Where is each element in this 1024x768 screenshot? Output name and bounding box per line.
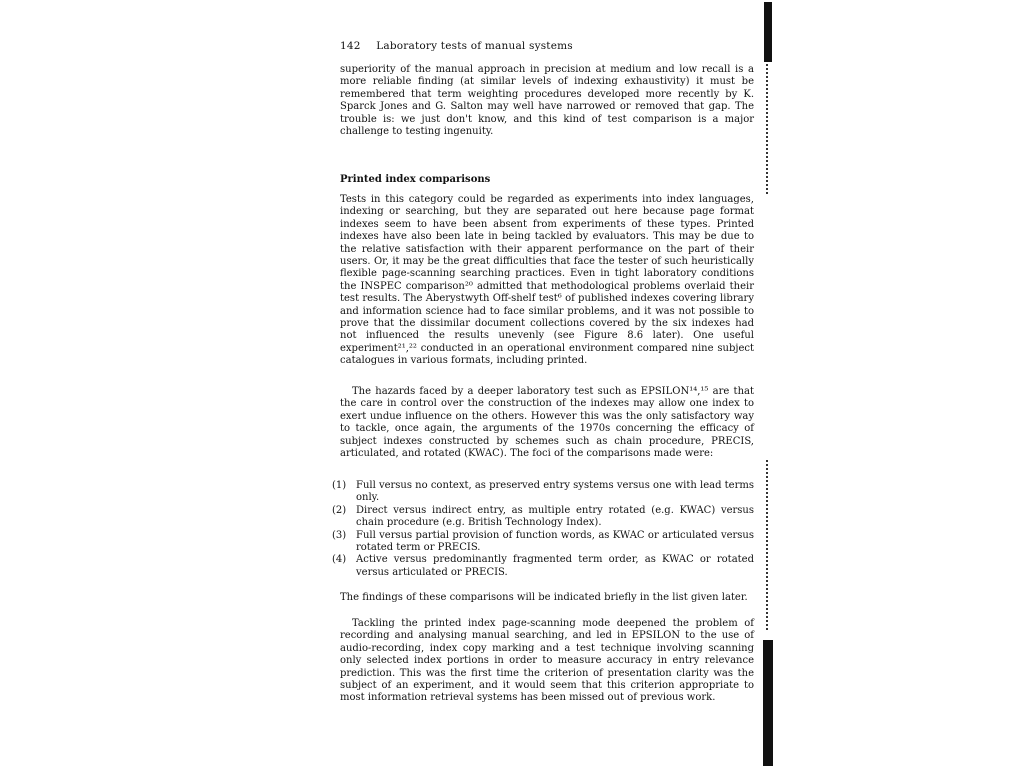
page-number: 142 <box>340 40 361 52</box>
paragraph-1: superiority of the manual approach in precision at medium and low recall is a more reliable finding (at similar levels of indexing exhaustivity) it must be remembered that term weighting procedures developed more recently by K. Sparck Jones and G. Salton may well have narrowed or removed that gap. The trouble is: we just don't know, and this kind of test comparison is a major challenge to testing ingenuity. <box>340 64 754 138</box>
list-item <box>332 554 754 579</box>
scan-edge-speckle <box>766 64 772 194</box>
scan-edge-speckle <box>766 460 772 630</box>
list-text: Full versus no context, as preserved entry systems versus one with lead terms only. <box>356 480 754 504</box>
running-title: Laboratory tests of manual systems <box>376 40 573 52</box>
list-marker: (3) <box>332 529 347 541</box>
list-text: Direct versus indirect entry, as multiple entry rotated (e.g. KWAC) versus chain procedure (e.g. British Technology Index). <box>356 504 754 529</box>
list-item <box>332 530 754 555</box>
list-text: Full versus partial provision of function words, as KWAC or articulated versus rotated term or PRECIS. <box>356 529 754 554</box>
paragraph-2: Tests in this category could be regarded as experiments into index languages, indexing or searching, but they are separated out here because page format indexes seem to have been absent from experiments of these types. Printed indexes have also been late in being tackled by evaluators. This may be due to the relative satisfaction with their apparent performance on the part of their users. Or, it may be the great difficulties that face the tester of such heuristically flexible page-scanning searching practices. Even in tight laboratory conditions the INSPEC comparison²⁰ admitted that methodological problems overlaid their test results. The Aberystwyth Off-shelf test⁶ of published indexes covering library and information science had to face similar problems, and it was not possible to prove that the dissimilar document collections covered by the six indexes had not influenced the results unevenly (see Figure 8.6 later). One useful experiment²¹,²² conducted in an operational environment compared nine subject catalogues in various formats, including printed. <box>340 194 754 367</box>
list-marker: (1) <box>332 480 347 491</box>
list-marker: (4) <box>332 554 347 566</box>
scan-edge-shadow <box>764 2 772 62</box>
paragraph-4: The findings of these comparisons will be indicated briefly in the list given later. <box>340 592 748 603</box>
list-item <box>332 505 754 530</box>
section-heading: Printed index comparisons <box>340 174 491 185</box>
scan-edge-shadow <box>763 640 773 766</box>
paragraph-5: Tackling the printed index page-scanning mode deepened the problem of recording and analysing manual searching, and led in EPSILON to the use of audio-recording, index copy marking and a test technique involving scanning only selected index portions in order to measure accuracy in entry relevance prediction. This was the first time the criterion of presentation clarity was the subject of an experiment, and it would seem that this criterion appropriate to most information retrieval systems has been missed out of previous work. <box>340 618 754 704</box>
paragraph-3: The hazards faced by a deeper laboratory test such as EPSILON¹⁴,¹⁵ are that the care in control over the construction of the indexes may allow one index to exert undue influence on the others. However this was the only satisfactory way to tackle, once again, the arguments of the 1970s concerning the efficacy of subject indexes constructed by schemes such as chain procedure, PRECIS, articulated, and rotated (KWAC). The foci of the comparisons made were: <box>340 386 754 460</box>
list-marker: (2) <box>332 504 347 516</box>
book-page <box>330 40 758 740</box>
comparison-list <box>332 480 754 579</box>
list-item <box>332 480 754 505</box>
list-text: Active versus predominantly fragmented term order, as KWAC or rotated versus articulated or PRECIS. <box>356 554 754 578</box>
running-head <box>340 40 573 52</box>
